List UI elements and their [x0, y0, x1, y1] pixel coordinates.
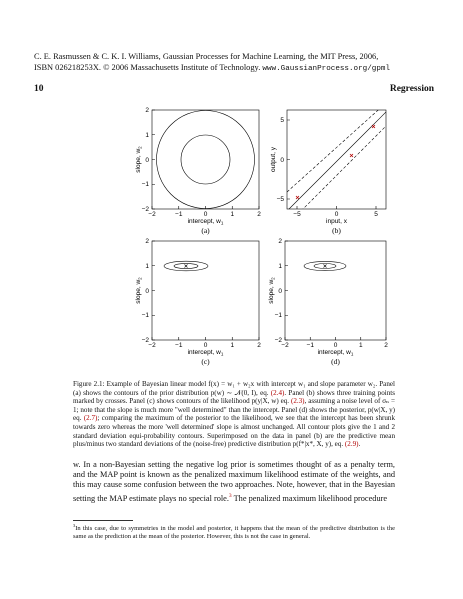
prior-contour-inner: [181, 135, 230, 184]
panel-a-xtick: −2: [148, 211, 156, 218]
footnote-text: In this case, due to symmetries in the model and posterior, it happens that the mean of the predictive distribution is the same as the prediction at the mean of the posterior. However, this is not the case in general.: [73, 525, 395, 541]
panel-c-ytick: −2: [141, 337, 149, 344]
panel-a-xlabel: intercept, $w_1$: [187, 218, 224, 226]
panel-b-frame: [287, 110, 386, 209]
panel-a-frame: [152, 110, 259, 209]
panel-a-xtick: −1: [175, 211, 183, 218]
panel-d-ylabel: slope, $w_2$: [268, 277, 276, 304]
predictive-upper-band: [287, 103, 386, 192]
panel-d-ytick: 2: [278, 238, 282, 245]
panel-d-ytick: 0: [278, 288, 282, 295]
panel-a-ytick: −1: [141, 181, 149, 188]
panel-a: [135, 107, 261, 235]
caption-text: .: [358, 440, 361, 449]
footnote: [73, 522, 395, 541]
posterior-maximum-marker: [324, 265, 327, 268]
equation-link[interactable]: (2.3): [290, 397, 305, 406]
panel-b-xtick: 0: [334, 211, 339, 218]
panel-d-xtick: −1: [306, 342, 314, 349]
training-point: [350, 154, 353, 157]
figure-caption: [73, 380, 395, 449]
footnote-marker[interactable]: 3: [228, 492, 232, 499]
panel-a-xtick: 0: [203, 211, 208, 218]
panel-a-xtick: 2: [257, 211, 261, 218]
panel-d-xtick: 0: [333, 342, 338, 349]
caption-text: . Panel (b) shows three training points marked by crosses. Panel (c) shows contours of the likelihood p(y|X, w) eq.: [73, 388, 395, 406]
footnote-rule: [73, 520, 133, 521]
panel-a-ytick: 2: [145, 107, 149, 114]
panel-b-label: (b): [332, 226, 341, 235]
panel-b-xtick: −5: [293, 211, 301, 218]
panel-b-ytick: −5: [276, 196, 284, 203]
header-url: www.GaussianProcess.org/gpml: [262, 65, 391, 73]
predictive-mean-line: [287, 112, 386, 211]
panel-c: [135, 238, 261, 366]
panel-d-xlabel: intercept, $w_1$: [317, 349, 354, 357]
panel-c-xlabel: intercept, $w_1$: [187, 349, 224, 357]
panel-a-ytick: 1: [145, 132, 149, 139]
header-line-1: C. E. Rasmussen & C. K. I. Williams, Gaussian Processes for Machine Learning, the MIT Press, 2006,: [34, 52, 379, 61]
panel-d-xtick: −2: [281, 342, 289, 349]
panel-a-ylabel: slope, $w_2$: [135, 146, 143, 173]
caption-text: , assuming a noise level of σₙ = 1; note that the slope is much more "well determined" than the intercept. Panel (d) shows the posterior, p(w|X, y) eq.: [73, 397, 395, 423]
equation-link[interactable]: (2.7): [83, 414, 98, 423]
panel-c-label: (c): [201, 357, 210, 366]
body-text: w. In a non-Bayesian setting the negative log prior is sometimes thought of as a penalty term, and the MAP point is known as the penalized maximum likelihood estimate of the weights, and this may cause some confusion between the two approaches. Note, however, that in the Bayesian setting the MAP estimate plays no special role.: [73, 460, 395, 503]
training-point: [372, 125, 375, 128]
training-point: [296, 196, 299, 199]
panel-c-ytick: −1: [141, 312, 149, 319]
panel-b-ylabel: output, y: [270, 147, 277, 172]
panel-c-xtick: −1: [175, 342, 183, 349]
panel-d-xtick: 1: [358, 342, 363, 349]
panel-c-xtick: 2: [257, 342, 261, 349]
body-text: The penalized maximum likelihood procedure: [231, 493, 388, 503]
footnote-number: 3: [73, 523, 76, 528]
panel-d-frame: [285, 241, 386, 340]
panel-a-xtick: 1: [230, 211, 235, 218]
panel-d-ytick: −2: [274, 337, 282, 344]
panel-d-ytick: −1: [274, 312, 282, 319]
panel-b-xtick: 5: [374, 211, 378, 218]
panel-a-label: (a): [201, 226, 210, 235]
panel-c-xtick: −2: [148, 342, 156, 349]
panel-c-xtick: 1: [230, 342, 235, 349]
panel-a-ytick: 0: [145, 157, 149, 164]
section-title: Regression: [389, 84, 434, 94]
training-points: [296, 125, 375, 199]
header-isbn: ISBN 026218253X. © 2006 Massachusetts Institute of Technology.: [34, 63, 261, 72]
equation-link[interactable]: (2.4): [270, 388, 285, 397]
likelihood-maximum-marker: [185, 265, 188, 268]
panel-b: [270, 103, 386, 235]
panel-a-ytick: −2: [141, 206, 149, 213]
panel-b-ytick: 0: [280, 157, 284, 164]
panel-c-ytick: 0: [145, 288, 149, 295]
panel-c-ytick: 2: [145, 238, 149, 245]
caption-lead: Figure 2.1:: [73, 380, 105, 388]
panel-c-ylabel: slope, $w_2$: [135, 277, 143, 304]
panel-d-ytick: 1: [278, 263, 282, 270]
panel-c-ytick: 1: [145, 263, 149, 270]
panel-c-frame: [152, 241, 259, 340]
page-number: 10: [34, 84, 44, 94]
prior-contour-outer: [157, 111, 255, 209]
caption-text: Example of Bayesian linear model f(x) = w₁ + w₂x with intercept w₁ and slope parameter w₂. Panel (a) shows the contours of the prior distribution p(w) ∼ 𝒩(0, I), eq.: [73, 380, 395, 397]
panel-d: [268, 238, 388, 366]
equation-link[interactable]: (2.9): [344, 440, 359, 449]
panel-b-ytick: 5: [280, 117, 284, 124]
panel-d-label: (d): [331, 357, 340, 366]
panel-d-xtick: 2: [384, 342, 388, 349]
panel-c-xtick: 0: [203, 342, 208, 349]
caption-text: ; comparing the maximum of the posterior to the likelihood, we see that the intercept has been shrunk towards zero whereas the more 'well determined' slope is almost unchanged. All contour plots give the 1 and 2 standard deviation equi-probability contours. Superimposed on the data in panel (b) are the predictive mean plus/minus two standard deviations of the (noise-free) predictive distribution p(f*|x*, X, y), eq.: [73, 414, 395, 449]
panel-b-xlabel: input, x: [326, 218, 347, 225]
body-paragraph: [73, 460, 395, 504]
